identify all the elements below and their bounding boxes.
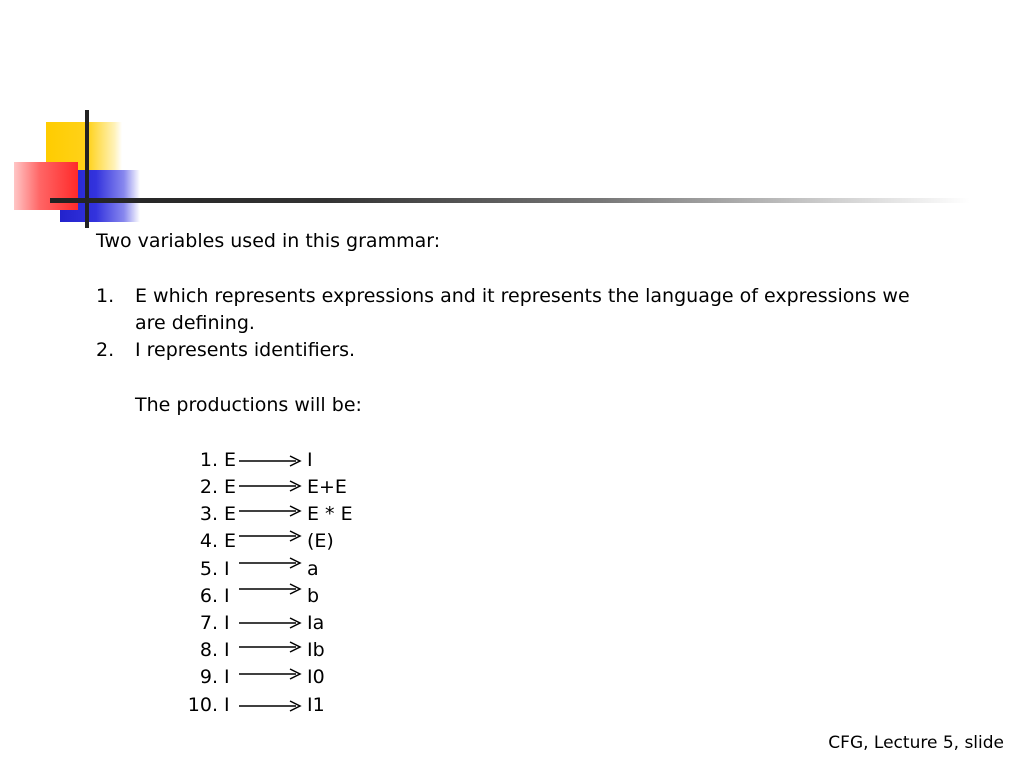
production-rhs: Ia (307, 612, 325, 634)
production-row (150, 610, 450, 637)
arrow-icon (238, 616, 302, 630)
production-number: 5. (199, 558, 218, 580)
production-rhs: b (307, 585, 320, 607)
production-rhs: (E) (307, 530, 334, 552)
list-item-1-line1: E which represents expressions and it represents the language of expressions we (135, 285, 910, 307)
production-lhs: I (224, 666, 230, 688)
arrow-icon (238, 699, 302, 713)
arrow-icon (238, 667, 302, 681)
production-rhs: a (307, 558, 319, 580)
arrow-icon (238, 556, 302, 570)
decor-vertical-line (85, 110, 89, 228)
list-item-1-number: 1. (96, 285, 115, 307)
production-rhs: I1 (307, 694, 325, 716)
production-lhs: I (224, 639, 230, 661)
production-number: 1. (199, 449, 218, 471)
production-row (150, 474, 450, 501)
production-lhs: I (224, 694, 230, 716)
arrow-icon (238, 529, 302, 543)
production-lhs: E (224, 476, 237, 498)
production-rhs: E+E (307, 476, 347, 498)
decor-horizontal-rule (50, 198, 970, 203)
production-lhs: I (224, 558, 230, 580)
list-item-2-number: 2. (96, 339, 115, 361)
production-number: 10. (187, 694, 218, 716)
list-item-1-line2: are defining. (135, 312, 255, 334)
production-row (150, 528, 450, 555)
production-rhs: I0 (307, 666, 325, 688)
production-rhs: Ib (307, 639, 325, 661)
slide-footer: CFG, Lecture 5, slide (828, 733, 1004, 753)
production-number: 7. (199, 612, 218, 634)
arrow-icon (238, 454, 302, 468)
production-row (150, 556, 450, 583)
production-rhs: I (307, 449, 313, 471)
intro-text: Two variables used in this grammar: (96, 230, 441, 252)
arrow-icon (238, 640, 302, 654)
production-lhs: E (224, 503, 237, 525)
production-number: 4. (199, 530, 218, 552)
production-lhs: I (224, 585, 230, 607)
production-row (150, 637, 450, 664)
production-lhs: E (224, 449, 237, 471)
production-number: 9. (199, 666, 218, 688)
production-rhs: E * E (307, 503, 353, 525)
production-row (150, 447, 450, 474)
production-lhs: I (224, 612, 230, 634)
list-item-2-line1: I represents identifiers. (135, 339, 356, 361)
production-number: 3. (199, 503, 218, 525)
production-row (150, 692, 450, 719)
production-number: 8. (199, 639, 218, 661)
productions-heading: The productions will be: (135, 394, 362, 416)
production-row (150, 664, 450, 691)
production-number: 6. (199, 585, 218, 607)
arrow-icon (238, 479, 302, 493)
production-row (150, 501, 450, 528)
arrow-icon (238, 582, 302, 596)
production-number: 2. (199, 476, 218, 498)
production-lhs: E (224, 530, 237, 552)
production-row (150, 583, 450, 610)
arrow-icon (238, 504, 302, 518)
